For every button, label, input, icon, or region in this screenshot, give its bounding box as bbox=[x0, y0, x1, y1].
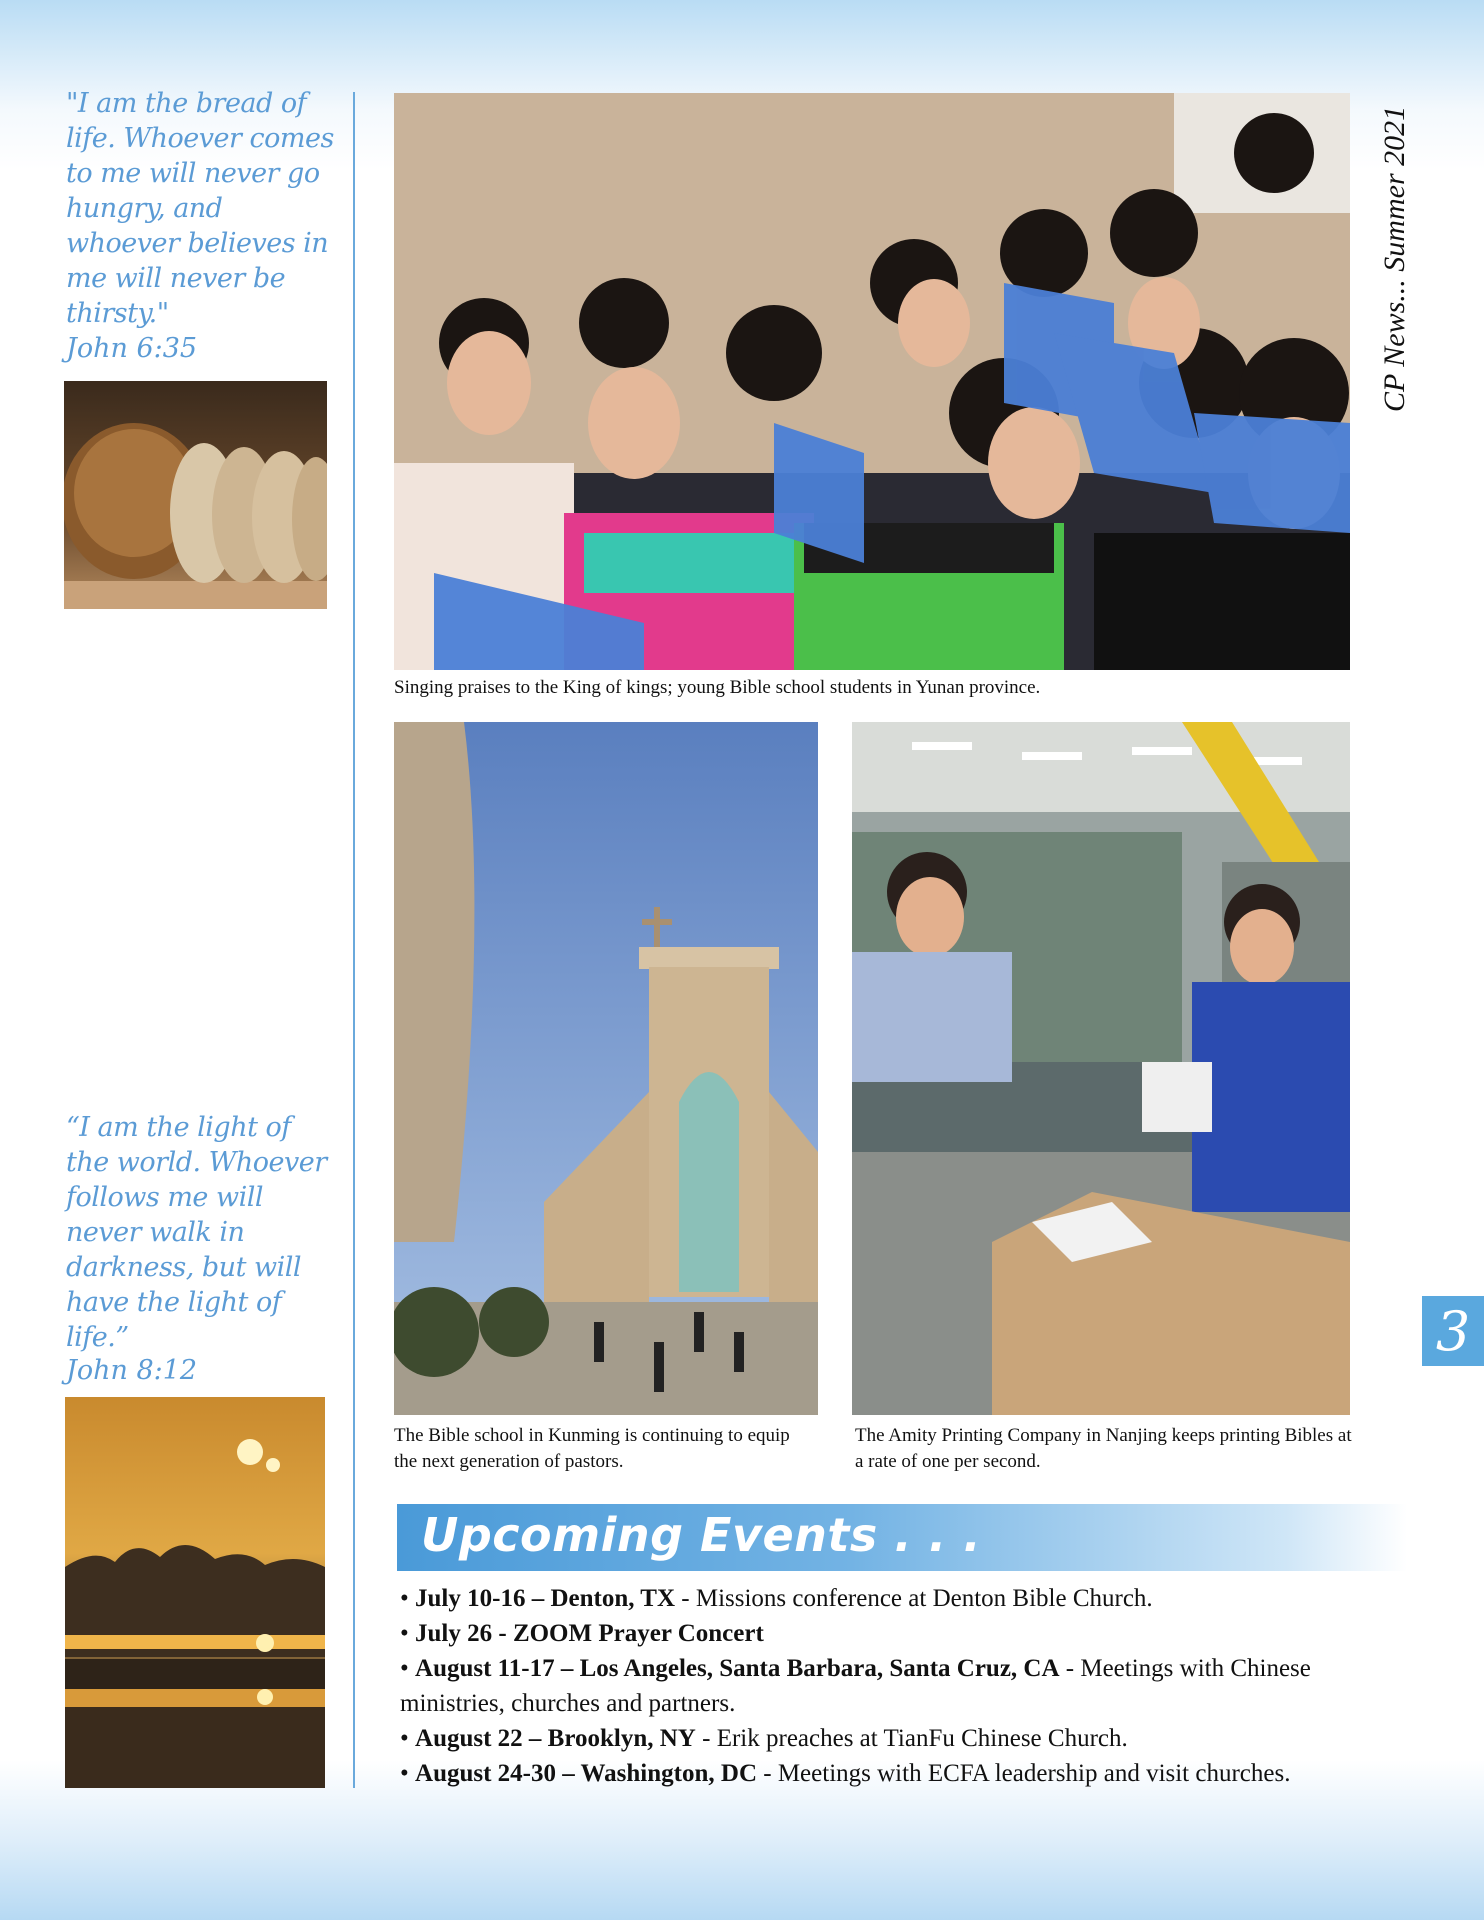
bullet: • bbox=[400, 1620, 416, 1647]
choir-photo bbox=[394, 93, 1350, 670]
bullet: • bbox=[400, 1655, 416, 1682]
event-description: - Missions conference at Denton Bible Church. bbox=[675, 1585, 1153, 1612]
events-banner bbox=[397, 1504, 1407, 1571]
event-date-location: August 11-17 – Los Angeles, Santa Barbara, Santa Cruz, CA bbox=[415, 1655, 1060, 1682]
event-item bbox=[400, 1581, 1420, 1616]
printing-photo bbox=[852, 722, 1350, 1415]
newsletter-issue-title: CP News... Summer 2021 bbox=[1378, 105, 1411, 412]
page-number-tab bbox=[1422, 1296, 1484, 1366]
bread-photo bbox=[64, 381, 327, 609]
light-quote: “I am the light of the world. Whoever follows me will never walk in darkness, but will have the light of life.” bbox=[66, 1112, 327, 1353]
choir-caption: Singing praises to the King of kings; young Bible school students in Yunan province. bbox=[394, 677, 1041, 698]
light-quote-reference: John 8:12 bbox=[66, 1355, 198, 1386]
event-description: - Meetings with ECFA leadership and visit churches. bbox=[757, 1760, 1291, 1787]
event-date-location: August 24-30 – Washington, DC bbox=[415, 1760, 757, 1787]
printing-caption: The Amity Printing Company in Nanjing keeps printing Bibles at a rate of one per second. bbox=[855, 1425, 1352, 1472]
event-description: - Meetings with Chinese ministries, churches and partners. bbox=[400, 1655, 1311, 1717]
page-number: 3 bbox=[1435, 1299, 1471, 1363]
sunset-photo bbox=[65, 1397, 325, 1788]
bread-quote-reference: John 6:35 bbox=[66, 333, 198, 364]
event-item bbox=[400, 1721, 1420, 1756]
events-title: Upcoming Events . . . bbox=[421, 1508, 982, 1562]
church-photo bbox=[394, 722, 818, 1415]
event-date-location: August 22 – Brooklyn, NY bbox=[415, 1725, 696, 1752]
church-caption: The Bible school in Kunming is continuing to equip the next generation of pastors. bbox=[394, 1425, 790, 1472]
event-item bbox=[400, 1651, 1420, 1721]
event-item bbox=[400, 1756, 1420, 1791]
bullet: • bbox=[400, 1760, 416, 1787]
bullet: • bbox=[400, 1585, 416, 1612]
event-date-location: July 26 - ZOOM Prayer Concert bbox=[415, 1620, 764, 1647]
bread-quote: "I am the bread of life. Whoever comes to me will never go hungry, and whoever believes in me will never be thirsty." bbox=[66, 88, 334, 329]
event-description: - Erik preaches at TianFu Chinese Church. bbox=[695, 1725, 1128, 1752]
bullet: • bbox=[400, 1725, 416, 1752]
event-date-location: July 10-16 – Denton, TX bbox=[415, 1585, 676, 1612]
event-item bbox=[400, 1616, 1420, 1651]
column-divider bbox=[353, 92, 355, 1788]
events-list bbox=[400, 1581, 1420, 1791]
